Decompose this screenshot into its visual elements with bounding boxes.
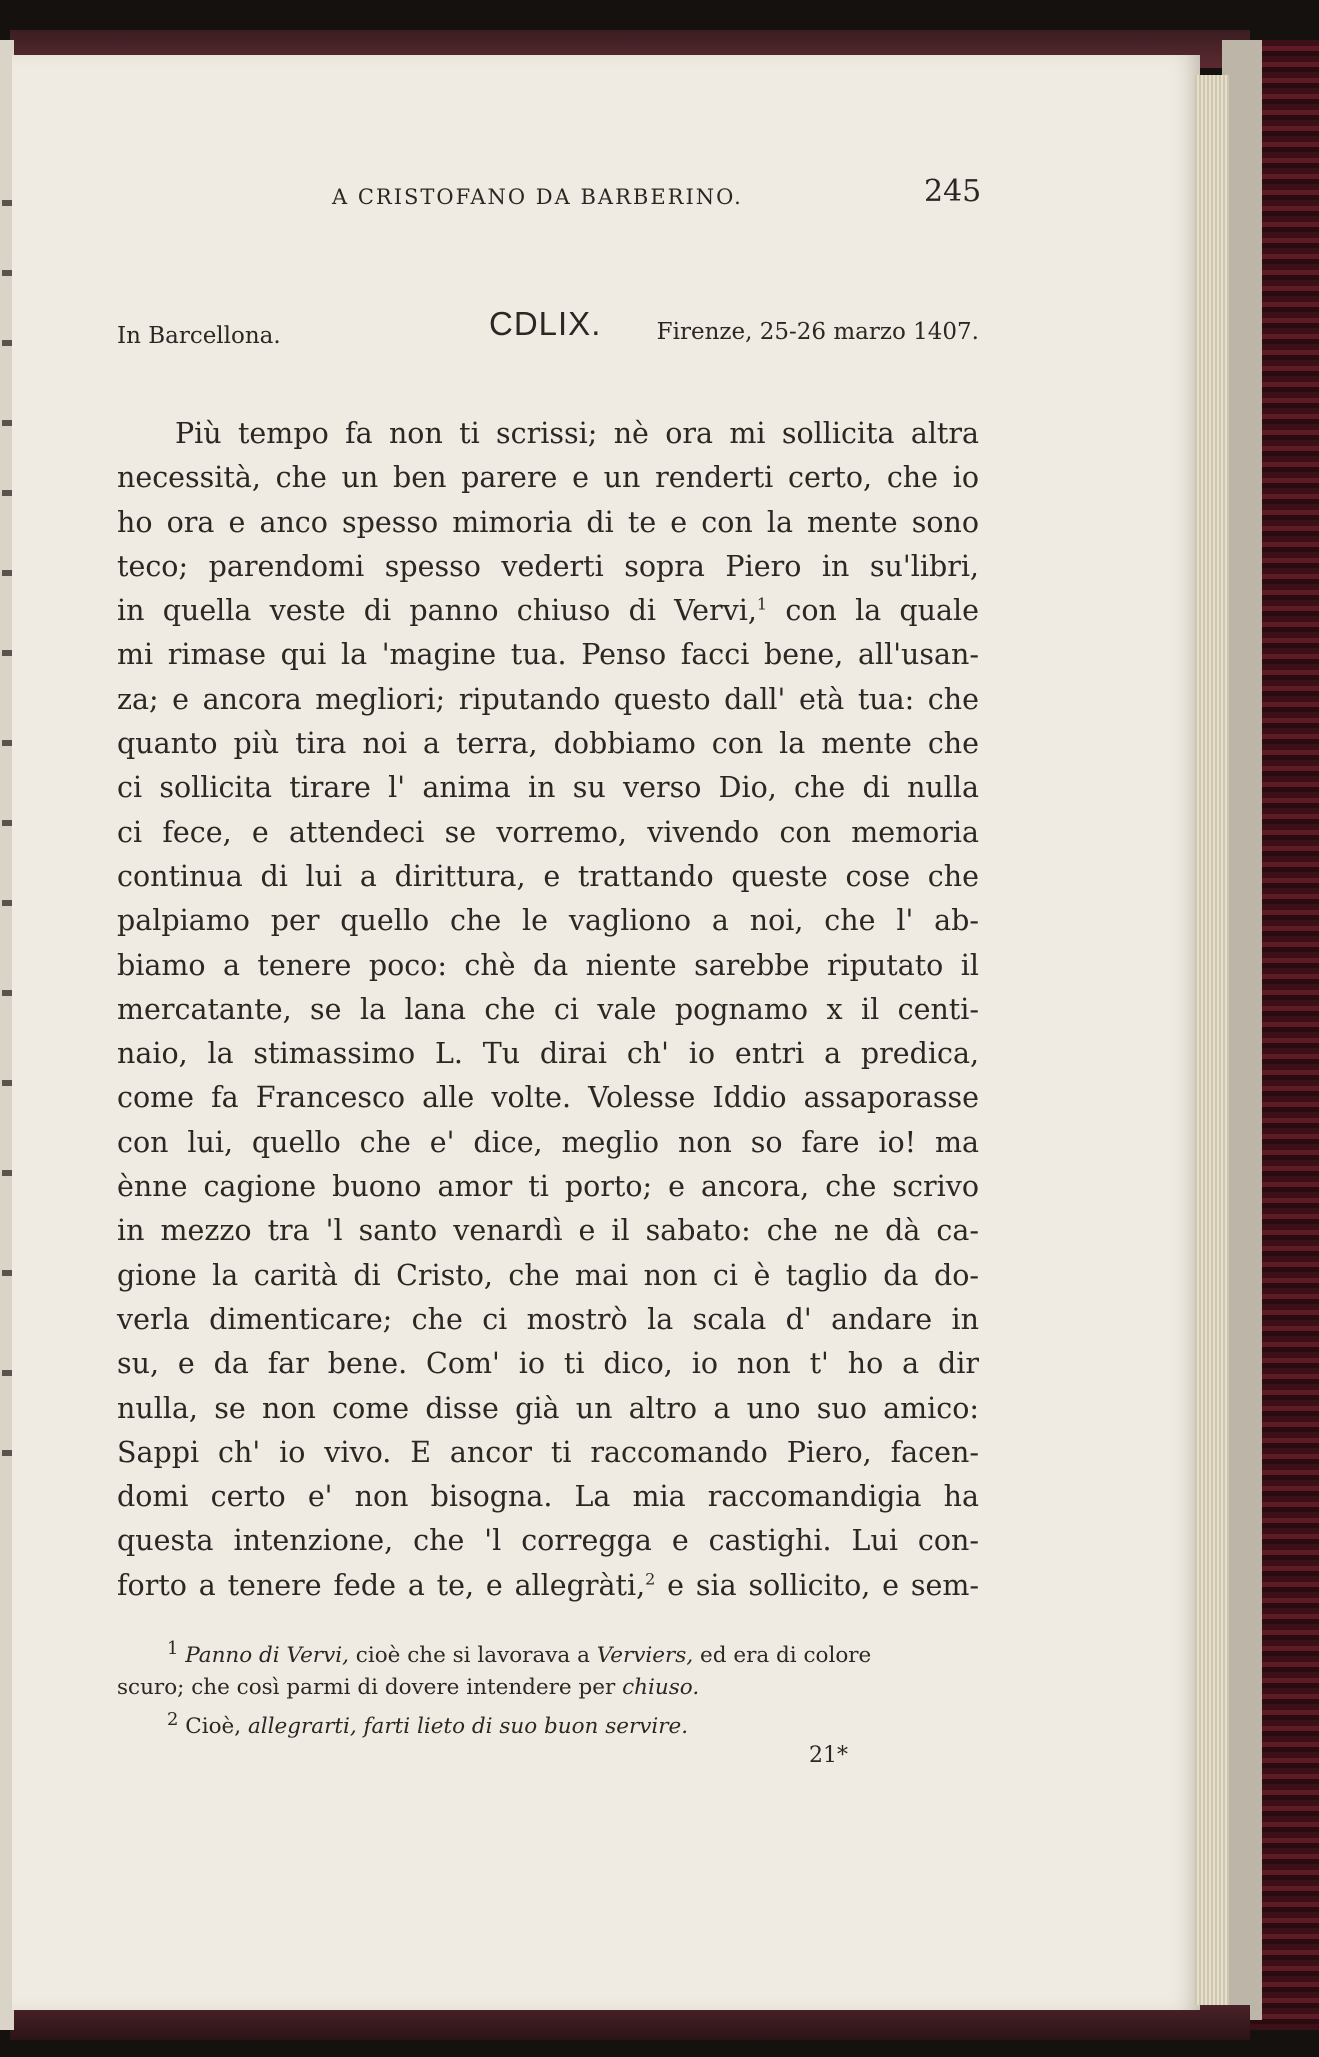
body-line: necessità, che un ben parere e un renderti certo, che io xyxy=(117,461,979,495)
body-line: ci sollicita tirare l' anima in su verso Dio, che di nulla xyxy=(117,771,979,805)
body-line: ci fece, e attendeci se vorremo, vivendo con memoria xyxy=(117,815,979,849)
body-line-text: forto a tenere fede a te, e allegràti, xyxy=(117,1568,646,1602)
footnote-1 xyxy=(117,1633,979,1672)
letter-body xyxy=(117,412,979,1608)
footnote-ref: 2 xyxy=(645,1569,656,1589)
body-line-text: e sia sollicito, e sem- xyxy=(667,1568,979,1602)
footnote-2 xyxy=(117,1704,979,1743)
letter-place: In Barcellona. xyxy=(117,323,281,349)
body-line: con lui, quello che e' dice, meglio non so fare io! ma xyxy=(117,1125,979,1159)
body-line: Più tempo fa non ti scrissi; nè ora mi sollicita altra xyxy=(175,417,979,450)
footnote-text: scuro; che così parmi di dovere intendere per xyxy=(117,1675,616,1701)
body-line: ho ora e anco spesso mimoria di te e con la mente sono xyxy=(117,505,979,539)
body-line: nulla, se non come disse già un altro a uno suo amico: xyxy=(117,1391,979,1425)
body-line-text: con la quale xyxy=(785,594,980,628)
body-line: za; e ancora megliori; riputando questo dall' età tua: che xyxy=(117,682,979,716)
book-cover-bottom xyxy=(10,2005,1250,2040)
letter-header xyxy=(117,305,979,349)
footnote-italic: Verviers, xyxy=(596,1643,694,1669)
body-line: quanto più tira noi a terra, dobbiamo con la mente che xyxy=(117,727,979,761)
footnote-marker: 1 xyxy=(167,1638,179,1659)
footnote-1-cont xyxy=(117,1672,979,1704)
body-line: palpiamo per quello che le vagliono a noi, che l' ab- xyxy=(117,904,979,938)
letter-number: CDLIX. xyxy=(489,305,602,342)
body-line: in mezzo tra 'l santo venardì e il sabato: che ne dà ca- xyxy=(117,1214,979,1248)
body-line xyxy=(117,1564,979,1608)
body-line: biamo a tenere poco: chè da niente sarebbe riputato il xyxy=(117,948,979,982)
running-head: A CRISTOFANO DA BARBERINO. xyxy=(332,185,743,209)
footnote-text: Cioè, xyxy=(185,1714,242,1740)
page-edges xyxy=(1195,75,1229,2005)
footnote-text: ed era di colore xyxy=(700,1643,872,1669)
body-line: come fa Francesco alle volte. Volesse Iddio assaporasse xyxy=(117,1081,979,1115)
footnote-italic: allegrarti, farti lieto di suo buon servire. xyxy=(247,1714,689,1740)
footnote-italic: chiuso. xyxy=(622,1675,700,1701)
signature-mark: 21* xyxy=(809,1743,848,1768)
body-line: verla dimenticare; che ci mostrò la scala d' andare in xyxy=(117,1302,979,1336)
body-line: questa intenzione, che 'l corregga e castighi. Lui con- xyxy=(117,1524,979,1558)
footnote-marker: 2 xyxy=(167,1709,179,1731)
body-line: naio, la stimassimo L. Tu dirai ch' io entri a predica, xyxy=(117,1037,979,1071)
letter-date: Firenze, 25-26 marzo 1407. xyxy=(656,319,979,345)
body-line: mercatante, se la lana che ci vale pognamo x il centi- xyxy=(117,992,979,1026)
body-line: Sappi ch' io vivo. E ancor ti raccomando Piero, facen- xyxy=(117,1435,979,1469)
page-number: 245 xyxy=(924,174,982,209)
body-line: domi certo e' non bisogna. La mia raccomandigia ha xyxy=(117,1480,979,1514)
book-page xyxy=(12,55,1200,2010)
body-line: gione la carità di Cristo, che mai non ci è taglio da do- xyxy=(117,1258,979,1292)
body-line: ènne cagione buono amor ti porto; e ancora, che scrivo xyxy=(117,1170,979,1204)
footnote-italic: Panno di Vervi, xyxy=(185,1643,349,1669)
footnotes xyxy=(117,1633,979,1743)
footnote-text: cioè che si lavorava a xyxy=(355,1643,590,1669)
body-line: su, e da far bene. Com' io ti dico, io non t' ho a dir xyxy=(117,1347,979,1381)
body-line: continua di lui a dirittura, e trattando queste cose che xyxy=(117,859,979,893)
body-line: teco; parendomi spesso vederti sopra Piero in su'libri, xyxy=(117,549,979,583)
footnote-ref: 1 xyxy=(756,594,768,614)
body-line xyxy=(117,589,979,633)
body-line-text: in quella veste di panno chiuso di Vervi, xyxy=(117,594,757,628)
body-line: mi rimase qui la 'magine tua. Penso facci bene, all'usan- xyxy=(117,638,979,672)
